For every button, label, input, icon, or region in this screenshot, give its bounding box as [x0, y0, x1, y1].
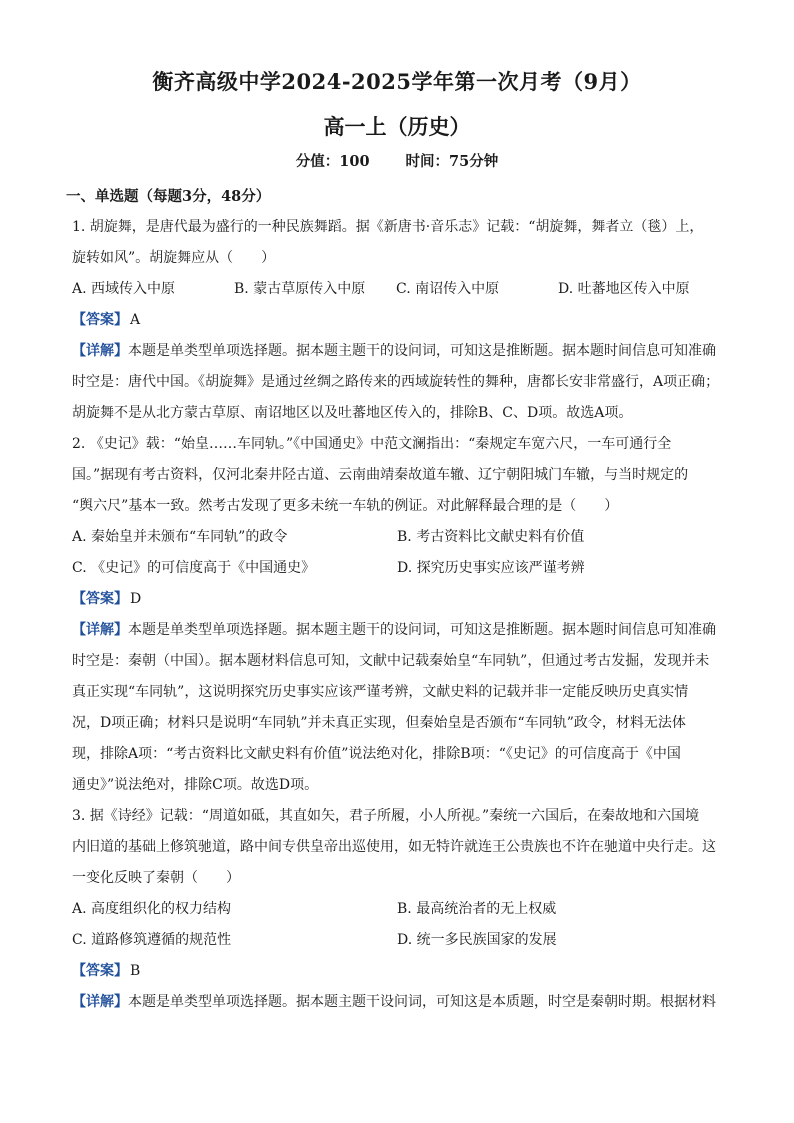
question-3 — [72, 801, 722, 1018]
question-1 — [72, 212, 722, 429]
option-a: A. 西域传入中原 — [72, 281, 176, 297]
explain-line: 真正实现“车同轨”，这说明探究历史事实应该严谨考辨，文献史料的记载并非一定能反映历史真实情 — [72, 684, 689, 700]
answer-row — [72, 305, 722, 336]
explain-line: 时空是：秦朝（中国）。据本题材料信息可知，文献中记载秦始皇“车同轨”，但通过考古发掘，发现并未 — [72, 653, 710, 669]
explain-label: 【详解】 — [72, 343, 128, 359]
answer-value: B — [130, 963, 141, 979]
option-d: D. 探究历史事实应该严谨考辨 — [397, 560, 585, 576]
answer-label: 【答案】 — [72, 963, 128, 979]
answer-value: A — [130, 312, 141, 328]
option-list — [72, 274, 722, 305]
exam-subtitle: 高一上（历史） — [323, 114, 471, 139]
explain-line: 况，D项正确；材料只是说明“车同轨”并未真正实现，但秦始皇是否颁布“车同轨”政令，材料无法体 — [72, 715, 686, 731]
explain-label: 【详解】 — [72, 622, 128, 638]
option-list — [72, 925, 722, 956]
option-list — [72, 553, 722, 584]
answer-row — [72, 956, 722, 987]
exam-title: 衡齐高级中学2024-2025学年第一次月考（9月） — [152, 69, 642, 94]
answer-label: 【答案】 — [72, 312, 128, 328]
explain-line — [72, 615, 722, 646]
option-d: D. 吐蕃地区传入中原 — [558, 281, 690, 297]
option-a: A. 秦始皇并未颁布“车同轨”的政令 — [72, 529, 288, 545]
question-stem-line: 一变化反映了秦朝（ ） — [72, 870, 240, 886]
option-c: C. 道路修筑遵循的规范性 — [72, 932, 232, 948]
explain-text: 本题是单类型单项选择题。据本题主题干的设问词，可知这是推断题。据本题时间信息可知准确 — [128, 622, 716, 638]
question-stem-line: 1. 胡旋舞，是唐代最为盛行的一种民族舞蹈。据《新唐书·音乐志》记载：“胡旋舞，舞者立（毯）上， — [72, 219, 704, 235]
exam-meta — [0, 150, 794, 171]
explain-label: 【详解】 — [72, 994, 128, 1010]
answer-value: D — [130, 591, 142, 607]
option-c: C. 南诏传入中原 — [396, 281, 500, 297]
time-info: 时间：75分钟 — [405, 153, 499, 170]
explain-line: 通史》”说法绝对，排除C项。故选D项。 — [72, 777, 319, 793]
option-list — [72, 522, 722, 553]
answer-row — [72, 584, 722, 615]
option-b: B. 蒙古草原传入中原 — [234, 281, 366, 297]
option-d: D. 统一多民族国家的发展 — [397, 932, 557, 948]
explain-line: 胡旋舞不是从北方蒙古草原、南诏地区以及吐蕃地区传入的，排除B、C、D项。故选A项。 — [72, 405, 633, 421]
question-2 — [72, 429, 722, 801]
answer-label: 【答案】 — [72, 591, 128, 607]
option-b: B. 考古资料比文献史料有价值 — [397, 529, 585, 545]
question-stem-line: 国。”据现有考古资料，仅河北秦井陉古道、云南曲靖秦故道车辙、辽宁朝阳城门车辙，与当时规定的 — [72, 467, 689, 483]
explain-text: 本题是单类型单项选择题。据本题主题干设问词，可知这是本质题，时空是秦朝时期。根据材料 — [128, 994, 716, 1010]
explain-line: 现，排除A项：“考古资料比文献史料有价值”说法绝对化，排除B项：“《史记》的可信度高于《中国 — [72, 746, 681, 762]
option-a: A. 高度组织化的权力结构 — [72, 901, 232, 917]
exam-content — [66, 181, 722, 1018]
option-list — [72, 894, 722, 925]
explain-line — [72, 336, 722, 367]
explain-text: 本题是单类型单项选择题。据本题主题干的设问词，可知这是推断题。据本题时间信息可知准确 — [128, 343, 716, 359]
explain-line: 时空是：唐代中国。《胡旋舞》是通过丝绸之路传来的西域旋转性的舞种，唐都长安非常盛行，A项正确； — [72, 374, 720, 390]
score-info: 分值：100 — [295, 153, 370, 170]
question-stem-line: “舆六尺”基本一致。然考古发现了更多未统一车轨的例证。对此解释最合理的是（ ） — [72, 498, 619, 514]
option-b: B. 最高统治者的无上权威 — [397, 901, 557, 917]
question-stem-line: 3. 据《诗经》记载：“周道如砥，其直如矢，君子所履，小人所视。”秦统一六国后，在秦故地和六国境 — [72, 808, 700, 824]
question-stem-line: 内旧道的基础上修筑驰道，路中间专供皇帝出巡使用，如无特许就连王公贵族也不许在驰道中央行走。这 — [72, 839, 716, 855]
explain-line — [72, 987, 722, 1018]
section-heading: 一、单选题（每题3分，48分） — [66, 188, 271, 205]
question-stem-line: 2. 《史记》载：“始皇……车同轨。”《中国通史》中范文澜指出：“秦规定车宽六尺，一车可通行全 — [72, 436, 672, 452]
question-stem-line: 旋转如风”。胡旋舞应从（ ） — [72, 250, 276, 266]
option-c: C. 《史记》的可信度高于《中国通史》 — [72, 560, 316, 576]
